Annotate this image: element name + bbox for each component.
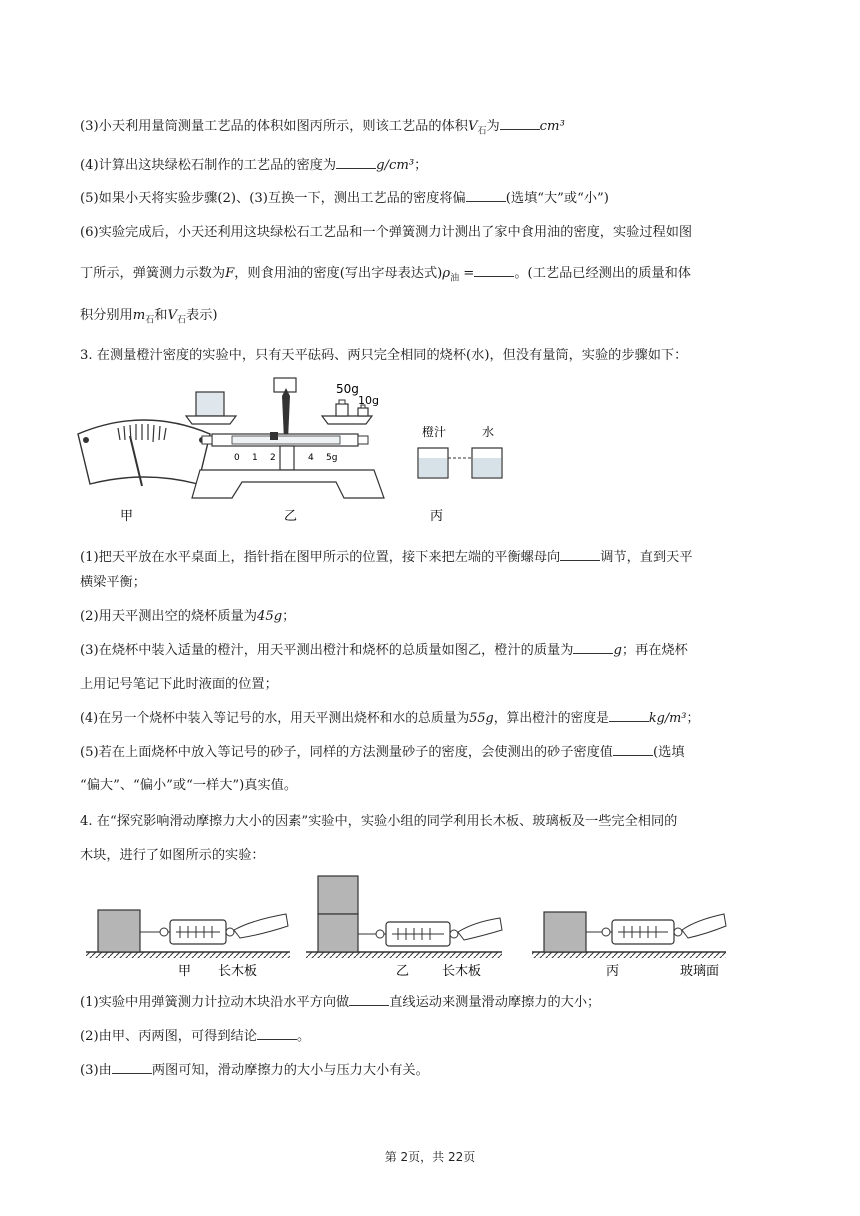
answer-blank[interactable]	[349, 993, 389, 1006]
svg-text:5g: 5g	[326, 453, 338, 463]
q2-step6-line2: 丁所示，弹簧测力示数为F，则食用油的密度(写出字母表达式)$\rho_油$ = 。(工艺品已经测出的质量和体	[80, 266, 691, 284]
answer-blank[interactable]	[609, 709, 649, 722]
q3-step1-line2: 横梁平衡；	[80, 575, 146, 590]
q2-step5: (5)如果小天将实验步骤(2)、(3)互换一下，测出工艺品的密度将偏 (选填“大”或“小”)	[80, 191, 609, 206]
svg-text:1: 1	[252, 453, 258, 463]
q4-step3: (3)由 两图可知，滑动摩擦力的大小与压力大小有关。	[80, 1063, 429, 1078]
q3-step1-line1: (1)把天平放在水平桌面上，指针指在图甲所示的位置，接下来把左端的平衡螺母向 调节，直到天平	[80, 550, 693, 565]
label-bing: 丙	[606, 964, 620, 979]
svg-text:橙汁: 橙汁	[422, 425, 447, 439]
weight-10g-label: 10g	[358, 394, 379, 407]
answer-blank[interactable]	[466, 189, 506, 202]
q3-step5-line1: (5)若在上面烧杯中放入等记号的砂子，同样的方法测量砂子的密度，会使测出的砂子密度值 (选填	[80, 745, 685, 760]
label-yi: 乙	[284, 509, 298, 524]
friction-figure	[80, 872, 780, 984]
balance-diagram	[186, 378, 384, 498]
q2-step6-line3: 积分别用$m_石$和$V_石$表示)	[80, 308, 218, 326]
svg-text:2: 2	[270, 453, 276, 463]
page-footer: 第 2页，共 22页	[384, 1150, 476, 1164]
setup-jia	[86, 910, 290, 958]
balance-figure	[74, 374, 534, 534]
q2-step6-line1: (6)实验完成后，小天还利用这块绿松石工艺品和一个弹簧测力计测出了家中食用油的密度，实验过程如图	[80, 225, 693, 240]
label-yi: 乙	[396, 964, 410, 979]
q3-step5-line2: “偏大”、“偏小”或“一样大”)真实值。	[80, 778, 298, 793]
q4-step1: (1)实验中用弹簧测力计拉动木块沿水平方向做 直线运动来测量滑动摩擦力的大小；	[80, 995, 601, 1010]
q4-intro-line2: 木块，进行了如图所示的实验：	[80, 848, 265, 863]
surface-jia: 长木板	[218, 964, 258, 979]
setup-bing	[532, 912, 726, 958]
answer-blank[interactable]	[112, 1061, 152, 1074]
answer-blank[interactable]	[560, 548, 600, 561]
answer-blank[interactable]	[257, 1027, 297, 1040]
q2-step3: (3)小天利用量筒测量工艺品的体积如图丙所示，则该工艺品的体积$V_石$为 cm³	[80, 119, 565, 137]
label-jia: 甲	[120, 509, 134, 524]
beakers-diagram	[418, 424, 502, 478]
svg-text:水: 水	[482, 425, 495, 439]
q4-step2: (2)由甲、丙两图，可得到结论 。	[80, 1029, 311, 1044]
q3-step3-line1: (3)在烧杯中装入适量的橙汁，用天平测出橙汁和烧杯的总质量如图乙，橙汁的质量为 g；再在烧杯	[80, 643, 688, 658]
setup-yi	[306, 876, 502, 958]
answer-blank[interactable]	[474, 264, 514, 277]
answer-blank[interactable]	[336, 156, 376, 169]
q3-step3-line2: 上用记号笔记下此时液面的位置；	[80, 677, 278, 692]
svg-text:0: 0	[234, 453, 240, 463]
label-bing: 丙	[430, 509, 444, 524]
q2-step4: (4)计算出这块绿松石制作的工艺品的密度为 g/cm³；	[80, 158, 428, 173]
label-jia: 甲	[178, 964, 192, 979]
answer-blank[interactable]	[573, 641, 613, 654]
q3-step2: (2)用天平测出空的烧杯质量为45g；	[80, 609, 296, 624]
answer-blank[interactable]	[500, 117, 540, 130]
surface-yi: 长木板	[442, 964, 482, 979]
surface-bing: 玻璃面	[680, 964, 720, 979]
q3-step4: (4)在另一个烧杯中装入等记号的水，用天平测出烧杯和水的总质量为55g，算出橙汁的密度是 kg/m³；	[80, 711, 700, 726]
q3-intro: 3. 在测量橙汁密度的实验中，只有天平砝码、两只完全相同的烧杯(水)，但没有量筒，实验的步骤如下：	[80, 348, 688, 363]
weight-50g-label: 50g	[336, 382, 359, 396]
answer-blank[interactable]	[613, 743, 653, 756]
dial-diagram	[78, 420, 210, 486]
q4-intro-line1: 4. 在“探究影响滑动摩擦力大小的因素”实验中，实验小组的同学利用长木板、玻璃板及一些完全相同的	[80, 814, 678, 829]
svg-text:4: 4	[308, 453, 314, 463]
